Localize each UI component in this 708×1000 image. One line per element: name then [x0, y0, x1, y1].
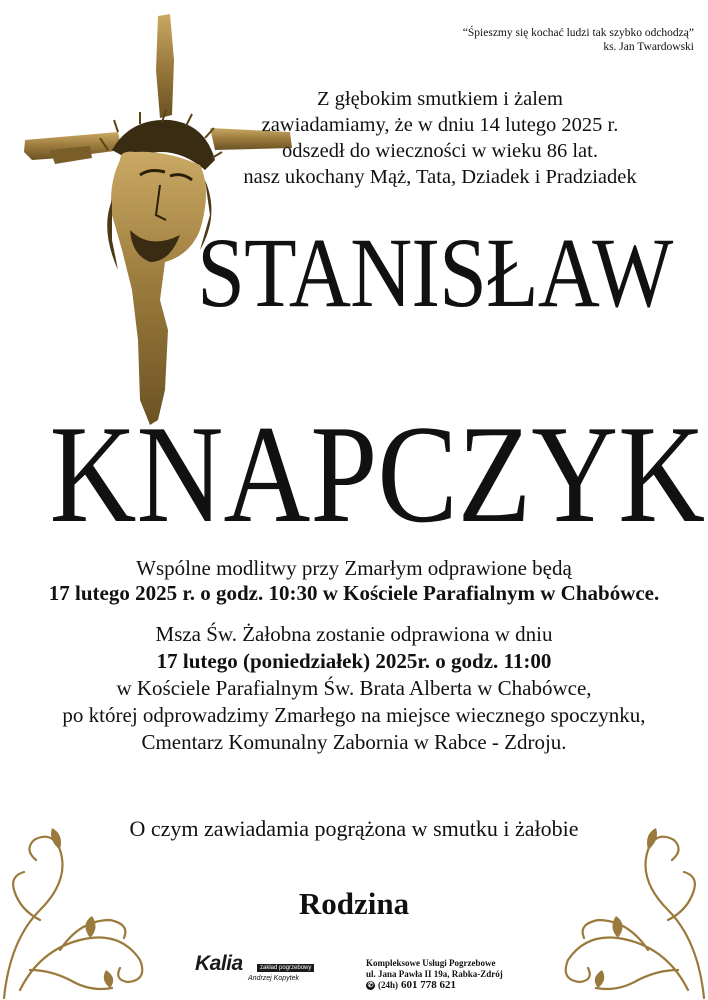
- phone-label: (24h): [378, 980, 398, 990]
- phone-icon: ✆: [367, 981, 374, 989]
- brand-name: Kalia: [195, 952, 243, 975]
- brand-owner: Andrzej Kopytek: [248, 975, 299, 982]
- notice-text: O czym zawiadamia pogrążona w smutku i żałobie: [129, 816, 579, 841]
- funeral-home-contact: [366, 958, 503, 991]
- deceased-first-name: STANISŁAW: [197, 217, 673, 328]
- phone-row: [366, 980, 503, 991]
- deceased-last-name: KNAPCZYK: [49, 397, 706, 552]
- intro-line: nasz ukochany Mąż, Tata, Dziadek i Pradziadek: [243, 166, 637, 188]
- prayer-line: Wspólne modlitwy przy Zmarłym odprawione będą: [136, 556, 572, 580]
- floral-ornament-icon: [558, 820, 708, 1000]
- funeral-home-logo: [190, 952, 350, 992]
- intro-line: odszedł do wieczności w wieku 86 lat.: [282, 140, 598, 162]
- epigraph: [463, 26, 694, 54]
- quote-author: ks. Jan Twardowski: [603, 41, 694, 53]
- brand-tagline: zakład pogrzebowy: [257, 964, 314, 972]
- address-text: ul. Jana Pawła II 19a, Rabka-Zdrój: [366, 969, 503, 979]
- mass-line: Cmentarz Komunalny Zabornia w Rabce - Zdroju.: [141, 730, 567, 754]
- mass-date-line: 17 lutego (poniedziałek) 2025r. o godz. 11:00: [156, 649, 552, 673]
- phone-number: 601 778 621: [401, 979, 456, 991]
- family-signature: Rodzina: [298, 886, 410, 921]
- intro-line: Z głębokim smutkiem i żalem: [317, 88, 563, 110]
- mass-line: w Kościele Parafialnym Św. Brata Alberta w Chabówce,: [116, 676, 592, 700]
- intro-line: zawiadamiamy, że w dniu 14 lutego 2025 r.: [261, 114, 619, 136]
- prayer-announcement: [0, 556, 708, 606]
- intro-paragraph: [175, 86, 705, 190]
- floral-ornament-icon: [0, 820, 150, 1000]
- mass-line: po której odprowadzimy Zmarłego na miejsce wiecznego spoczynku,: [62, 703, 646, 727]
- mass-announcement: [0, 621, 708, 756]
- prayer-date-line: 17 lutego 2025 r. o godz. 10:30 w Kościele Parafialnym w Chabówce.: [48, 581, 660, 605]
- quote-text: “Śpieszmy się kochać ludzi tak szybko odchodzą”: [462, 27, 694, 39]
- services-text: Kompleksowe Usługi Pogrzebowe: [366, 958, 496, 968]
- mass-line: Msza Św. Żаłobna zostanie odprawiona w dniu: [155, 622, 553, 646]
